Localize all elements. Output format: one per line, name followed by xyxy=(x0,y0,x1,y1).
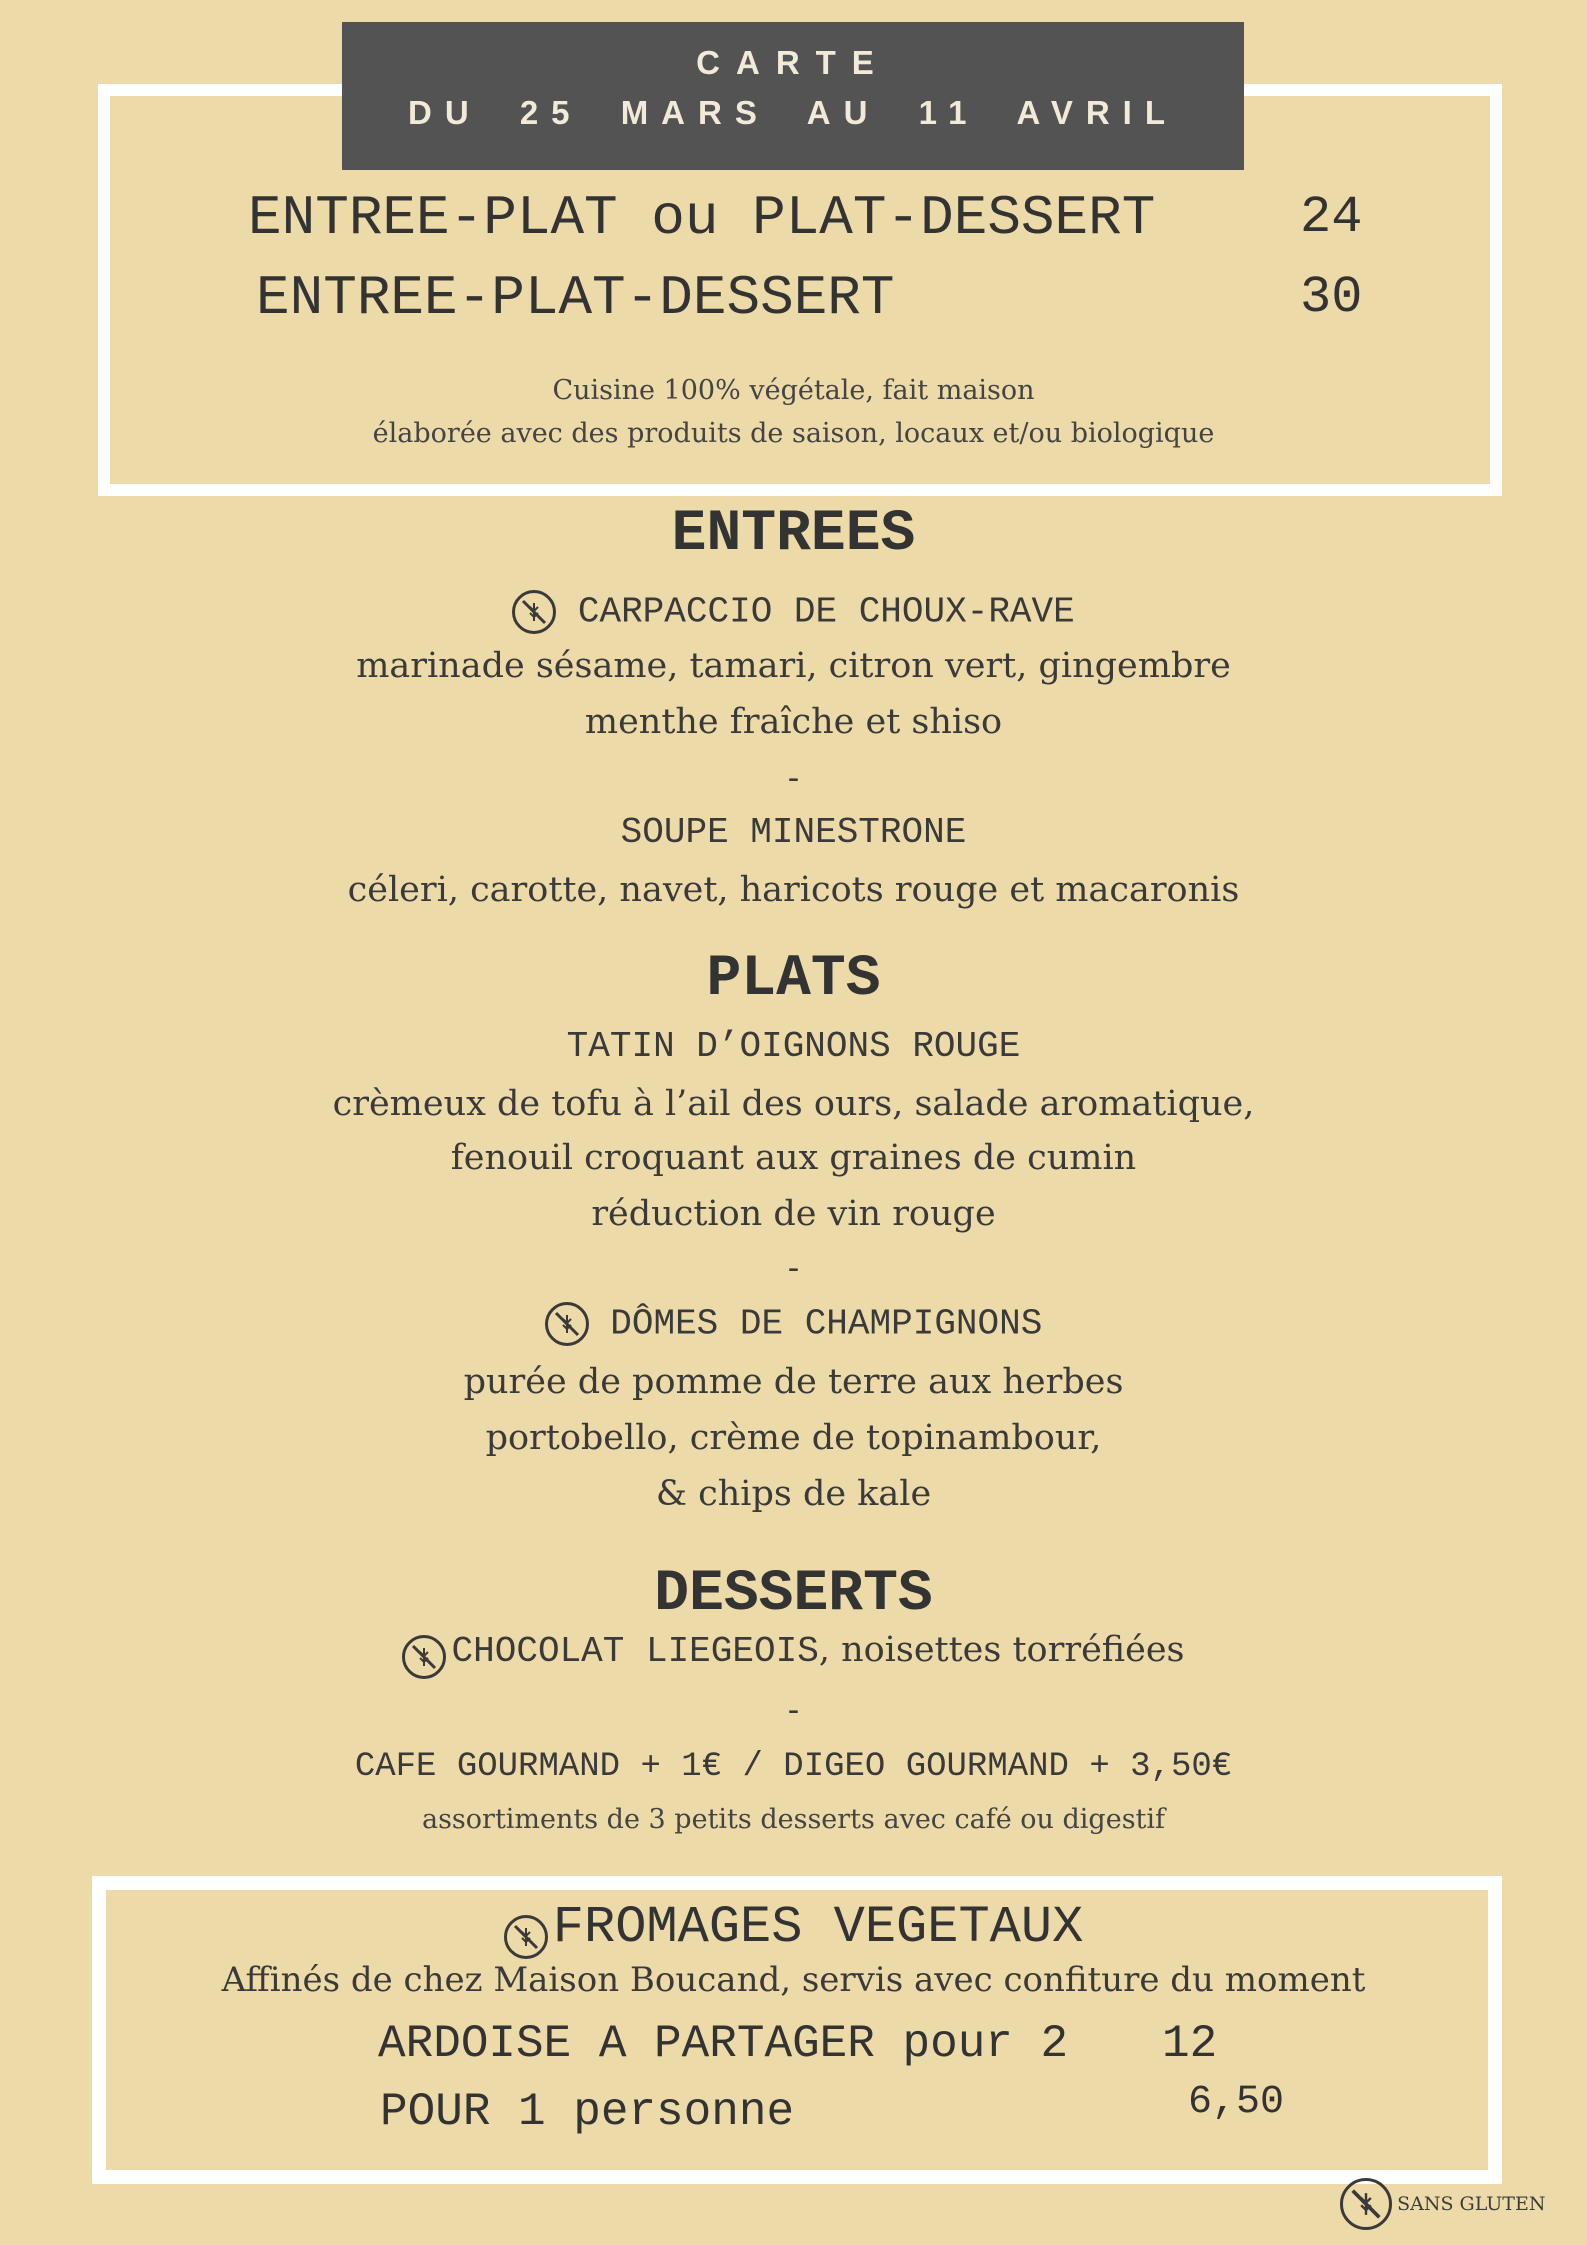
gluten-free-icon xyxy=(545,1302,589,1346)
formula-2-price: 30 xyxy=(1300,268,1363,327)
gluten-free-icon xyxy=(1340,2178,1392,2230)
dish-separator: - xyxy=(787,758,800,798)
formula-1-price: 24 xyxy=(1300,188,1363,247)
formula-1-label: ENTREE-PLAT ou PLAT-DESSERT xyxy=(248,186,1156,250)
fromages-row-1-price: 12 xyxy=(1162,2018,1218,2070)
fromages-row-2-label: POUR 1 personne xyxy=(380,2086,795,2138)
dish-name: DÔMES DE CHAMPIGNONS xyxy=(610,1303,1043,1345)
dish-description: crèmeux de tofu à l’ail des ours, salade aromatique, xyxy=(332,1084,1255,1124)
section-title-entrees: ENTREES xyxy=(671,502,916,567)
dish-description: réduction de vin rouge xyxy=(591,1194,996,1234)
dish-gourmand: CAFE GOURMAND + 1€ / DIGEO GOURMAND + 3,50€ xyxy=(354,1748,1233,1786)
gluten-free-icon xyxy=(402,1635,446,1679)
dish-description: , noisettes torréfiées xyxy=(818,1630,1185,1670)
dish-carpaccio xyxy=(0,590,1587,634)
dish-description: céleri, carotte, navet, haricots rouge et macaronis xyxy=(347,870,1240,910)
fromages-subtitle: Affinés de chez Maison Boucand, servis avec confiture du moment xyxy=(221,1960,1366,2000)
dish-description: purée de pomme de terre aux herbes xyxy=(463,1362,1124,1402)
dish-description: marinade sésame, tamari, citron vert, gingembre xyxy=(356,646,1231,686)
fromages-title: FROMAGES VEGETAUX xyxy=(552,1898,1084,1957)
dish-soupe: SOUPE MINESTRONE xyxy=(620,812,967,853)
dish-chocolat xyxy=(0,1630,1587,1679)
gluten-free-icon xyxy=(512,590,556,634)
section-title-desserts: DESSERTS xyxy=(654,1562,933,1627)
banner-title: CARTE xyxy=(696,44,890,81)
formula-2-label: ENTREE-PLAT-DESSERT xyxy=(256,266,895,330)
dish-separator: - xyxy=(787,1690,800,1730)
banner-dates: DU 25 MARS AU 11 AVRIL xyxy=(407,94,1179,131)
dish-name: CHOCOLAT LIEGEOIS xyxy=(451,1631,819,1672)
dish-name: CARPACCIO DE CHOUX-RAVE xyxy=(577,591,1075,633)
dish-domes xyxy=(0,1302,1587,1346)
dish-tatin: TATIN D’OIGNONS ROUGE xyxy=(566,1026,1021,1067)
dish-description: portobello, crème de topinambour, xyxy=(485,1418,1102,1458)
dish-separator: - xyxy=(787,1248,800,1288)
legend-label: SANS GLUTEN xyxy=(1397,2193,1546,2215)
fromages-heading xyxy=(0,1898,1587,1959)
gluten-free-icon xyxy=(504,1915,548,1959)
menu-banner xyxy=(342,22,1244,170)
dish-description: menthe fraîche et shiso xyxy=(584,702,1003,742)
dish-description: fenouil croquant aux graines de cumin xyxy=(450,1138,1137,1178)
intro-line-2: élaborée avec des produits de saison, locaux et/ou biologique xyxy=(372,418,1215,449)
section-title-plats: PLATS xyxy=(706,947,881,1012)
intro-line-1: Cuisine 100% végétale, fait maison xyxy=(552,375,1035,406)
gourmand-description: assortiments de 3 petits desserts avec café ou digestif xyxy=(421,1804,1166,1835)
legend-sans-gluten xyxy=(1340,2178,1545,2230)
fromages-row-1-label: ARDOISE A PARTAGER pour 2 xyxy=(378,2018,1069,2070)
fromages-row-2-price: 6,50 xyxy=(1188,2080,1285,2125)
dish-description: & chips de kale xyxy=(655,1474,932,1514)
